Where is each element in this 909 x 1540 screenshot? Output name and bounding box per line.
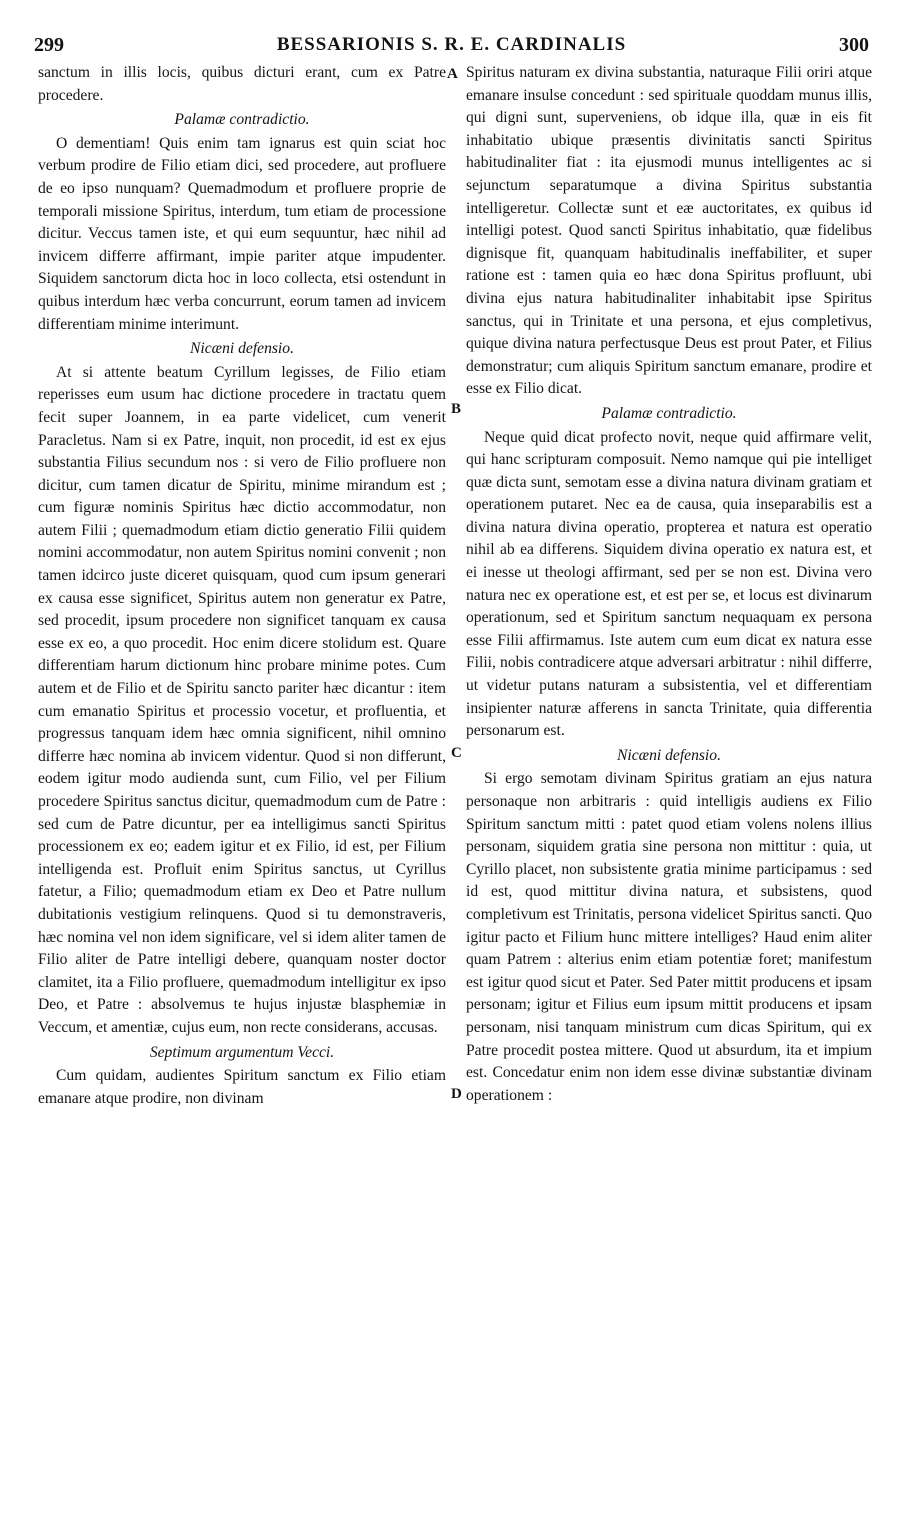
margin-marker-b: B (451, 401, 462, 417)
left-paragraph-3: At si attente beatum Cyrillum legisses, de Filio etiam reperisses eum usum hac dictione procedere in tractatu quem fecit super Joannem, in ea parte videlicet, cum venerit Paracletus. Nam si ex Patre, inquit, non procedit, id est ex ejus substantia Filius secundum nos : si vero de Filio profluere non dicitur, cum tamen dicatur de Spiritu, minime mirandum est ; cum figuræ nominis Spiritus hæc dictio accommodatur, non autem Filii ; quemadmodum etiam dictio generatio Filii quidem nomini accommodatur, non autem Spiritus nomini convenit ; non tamen idcirco juste diceret quisquam, quod cum ipsum generari ex causa esse significet, Spiritus autem non generatur ex Patre, sed procedit, ipsum procedere non significet tanquam ex causa esse ex eo, a quo procedit. Hoc enim dicere stolidum est. Quare differentiam harum dictionum hinc probare minime potes. Cum autem et de Filio et de Spiritu sancto pariter hæc dicantur : item cum emanatio Spiritus et processio vocetur, et profluentia, et progressus tanquam idem hæc omnia significent, nihil omnino differre hæc nomina ab invicem videntur. Quod si non differunt, eodem igitur modo audienda sunt, cum Filio, vel per Filium procedere Spiritus sanctus dicitur, quemadmodum cum de Patre : sed cum de Patre dicuntur, per ea intelligimus sancti Spiritus processionem ex eo; eadem igitur et ex Filio, id est, per Filium intelligenda est. Profluit enim Spiritus sanctus, ut Cyrillus fatetur, a Filio; quemadmodum etiam ex Deo et Patre nullum dubitationis vestigium relinquens. Quod si tu demonstraveris, hæc nomina vel non idem significare, vel si idem aliter tamen de Filio aliter de Patre intelligi debere, quanquam noster doctor clamitet, ita a Filio profluere, quemadmodum intelligitur ex ipso Deo, et Patre : absolvemus te hujus injustæ blasphemiæ in Veccum, et amentiæ, cujus eum, non recte considerans, accusas. (38, 363, 446, 1036)
margin-marker-c: C (451, 745, 462, 761)
left-heading-nicaeni: Nicæni defensio. (190, 340, 294, 358)
right-heading-nicaeni: Nicæni defensio. (617, 746, 721, 764)
page-number-right: 300 (839, 34, 869, 56)
running-title: BESSARIONIS S. R. E. CARDINALIS (276, 34, 627, 55)
left-paragraph-1: sanctum in illis locis, quibus dicturi erant, cum ex Patre procedere. (38, 64, 446, 104)
right-column (466, 62, 872, 1107)
right-paragraph-3: Si ergo semotam divinam Spiritus gratiam an ejus natura personaque non arbitraris : quid intelligis audiens ex Filio Spiritum sanctum mitti : patet quod etiam volens nolens illius personam, siquidem gratia sine persona non mittitur : quia, ut Cyrillo placet, non subsistente gratia minime participamus : sed id est, quod mittitur divina natura, et subsistens, quod completivum est Trinitatis, persona videlicet Spiritus sancti. Quo igitur pacto et Filium hunc mittere intelliges? Haud enim aliter quam Patrem : alterius enim etiam potentiæ foret; manifestum est igitur quod sicut et Pater. Sed Pater mittit producens et ipsam personam; igitur et Filius eum ipsum mittit producens et ipsam personam, nisi tanquam ministrum cum dicas Spiritum, qui ex Patre procedit postea mittere. Quod ut absurdum, ita et impium est. Concedatur enim non idem esse divinæ substantiæ divinam operationem : (466, 770, 872, 1104)
left-column (38, 62, 446, 1110)
right-paragraph-1: Spiritus naturam ex divina substantia, naturaque Filii oriri atque emanare insulse concedunt : sed spirituale quoddam munus illis, qui digni sunt, superveniens, ob idque illa, quæ in eis fit inhabitatio ubique præsentis divinitatis sancti Spiritus habitudinaliter fiat : ita ejusmodi munus intelligentes ac si sejunctum separatumque a divina Spiritus substantia intelligeretur. Collectæ sunt et eæ auctoritates, ex quibus id intelligi potest. Quod sancti Spiritus inhabitatio, quæ fidelibus dignisque fit, quanquam habitudinalis ineffabiliter, et super ratione est : tamen quia eo hæc dona Spiritus profluunt, ubi divina ejus natura habitudinaliter inhabitabit ipse Spiritus sanctus, qui in Trinitate et una persona, et ejus completivus, quique divina natura perfectusque Deus est prout Pater, et Filius demonstratur; cum aliquis Spiritum sanctum emanare, prodire et esse ex Filio dicat. (466, 64, 872, 398)
right-paragraph-2: Neque quid dicat profecto novit, neque quid affirmare velit, qui hanc scripturam composuit. Nemo namque qui pie intelliget quæ dicta sunt, semotam esse a divina natura divinam gratiam et operationem putaret. Nec ea de causa, quia inseparabilis est a divina natura divina operatio, propterea et natura est operatio nihil ab ea differens. Siquidem divina operatio ex natura est, et ei inesse ut theologi affirmant, sed per se non est. Divina vero natura nec ex operatione est, et est per se, et locus est divinarum operationum, sed et Spiritum sanctum nequaquam ex persona esse Filii affirmamus. Iste autem cum eum dicat ex natura esse Filii, nobis contradicere atque adversari arbitratur : nihil differre, ut videtur putans naturam a subsistentia, vel et differentiam insipienter naturæ afferens in sancta Trinitate, quia differentia personarum est. (466, 428, 872, 740)
left-paragraph-2: O dementiam! Quis enim tam ignarus est quin sciat hoc verbum prodire de Filio etiam dici, sed procedere, aut profluere de eo ipso nunquam? Quemadmodum et profluere proprie de temporali missione Spiritus, interdum, tum etiam de processione dicitur. Veccus tamen iste, et qui eum sequuntur, hæc nihil ad invicem differre affirmant, impie pariter atque impudenter. Siquidem sanctorum dicta hoc in loco collecta, etsi ostendunt in quibus interdum hæc verba concurrunt, eorum tamen ad invicem differentiam minime interimunt. (38, 134, 446, 333)
margin-marker-a: A (447, 66, 458, 82)
left-heading-septimum: Septimum argumentum Vecci. (149, 1043, 335, 1061)
right-heading-palamae: Palamæ contradictio. (601, 404, 737, 422)
left-heading-palamae: Palamæ contradictio. (174, 111, 310, 129)
left-paragraph-4: Cum quidam, audientes Spiritum sanctum ex Filio etiam emanare atque prodire, non divinam (38, 1067, 446, 1107)
page-header (34, 34, 869, 60)
page-number-left: 299 (34, 34, 64, 56)
margin-marker-d: D (451, 1086, 462, 1102)
